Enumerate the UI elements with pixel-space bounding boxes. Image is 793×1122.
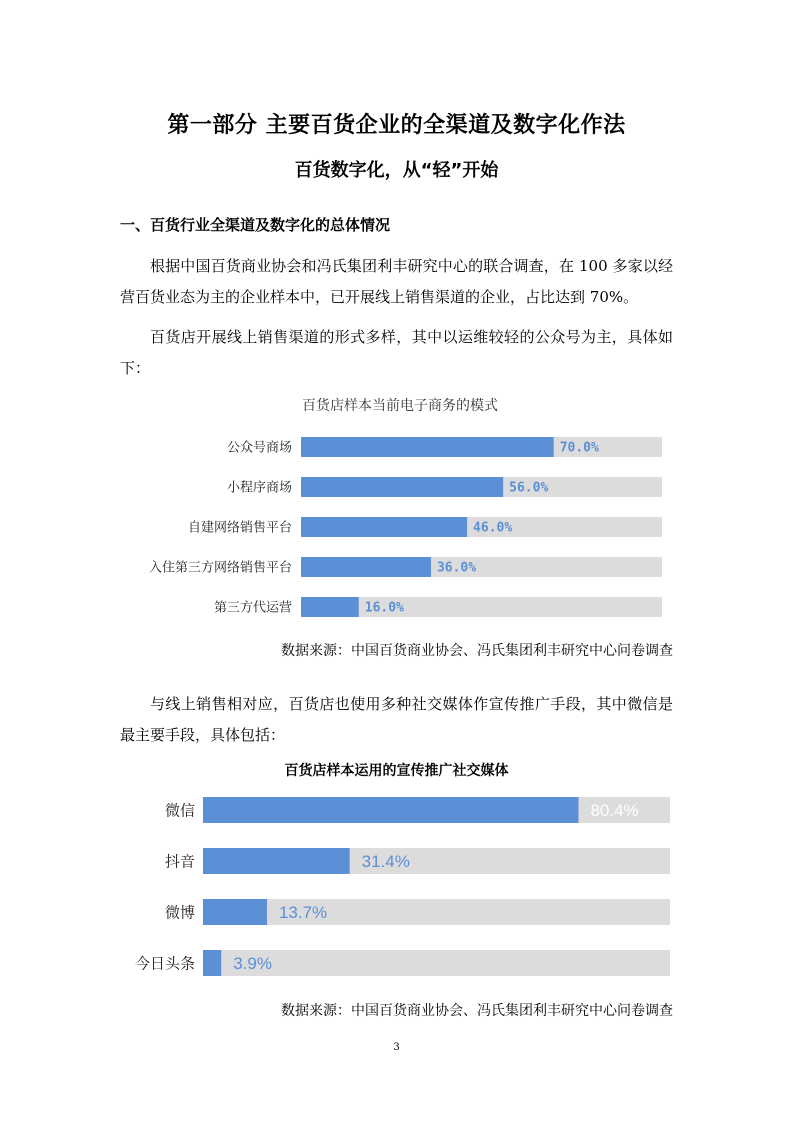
chart1-category-label-2: 自建网络销售平台 [187,520,292,536]
chart1-bar-3 [301,557,431,577]
chart1-category-label-0: 公众号商场 [226,440,292,456]
chart1-value-label-4: 16.0% [364,600,404,616]
part-title: 第一部分 主要百货企业的全渠道及数字化作法 [167,113,626,138]
chart1-value-label-3: 36.0% [436,560,477,576]
chart2-value-label-1: 31.4% [361,852,410,872]
paragraph-survey: 根据中国百货商业协会和冯氏集团利丰研究中心的联合调查，在 100 多家以经营百货业态为主的企业样本中，已开展线上销售渠道的企业，占比达到 70%。 [120,257,673,306]
chart1-title: 百货店样本当前电子商务的模式 [302,398,498,414]
chart2-track-2 [203,899,670,925]
chart1-bar-0 [301,437,554,457]
chart2-category-label-2: 微博 [164,903,195,922]
chart2-bar-0 [203,797,578,823]
paragraph-social-media: 与线上销售相对应，百货店也使用多种社交媒体作宣传推广手段，其中微信是最主要手段，具体包括： [120,695,673,744]
chart2-value-label-3: 3.9% [233,954,272,974]
chart1-category-label-1: 小程序商场 [226,480,292,496]
chart1-bar-4 [301,597,359,617]
chart2-category-label-0: 微信 [164,801,195,820]
paragraph-online-channels: 百货店开展线上销售渠道的形式多样，其中以运维较轻的公众号为主，具体如下： [120,328,673,377]
chart2-track-3 [203,950,670,976]
chart2-value-label-2: 13.7% [278,903,328,923]
section-heading: 一、百货行业全渠道及数字化的总体情况 [120,216,391,234]
chart1-category-label-3: 入住第三方网络销售平台 [148,560,292,576]
chart2-source: 数据来源：中国百货商业协会、冯氏集团利丰研究中心问卷调查 [281,1003,673,1019]
chart2-bar-2 [203,899,267,925]
chart2-value-label-0: 80.4% [590,801,639,821]
chart1-bar-1 [301,477,503,497]
page-number: 3 [393,1042,400,1053]
chart1-value-label-0: 70.0% [559,440,599,456]
chart1-bar-2 [301,517,467,537]
chart1-category-label-4: 第三方代运营 [213,600,292,616]
chart1-value-label-2: 46.0% [473,520,513,536]
chart1-source: 数据来源：中国百货商业协会、冯氏集团利丰研究中心问卷调查 [281,643,673,659]
chart2-category-label-3: 今日头条 [134,954,195,973]
chart2-bar-1 [203,848,350,874]
chart2-category-label-1: 抖音 [164,852,195,871]
sub-title: 百货数字化，从“轻”开始 [294,160,499,181]
chart1-value-label-1: 56.0% [509,480,549,496]
chart2-title: 百货店样本运用的宣传推广社交媒体 [284,763,509,779]
chart2-bar-3 [203,950,221,976]
